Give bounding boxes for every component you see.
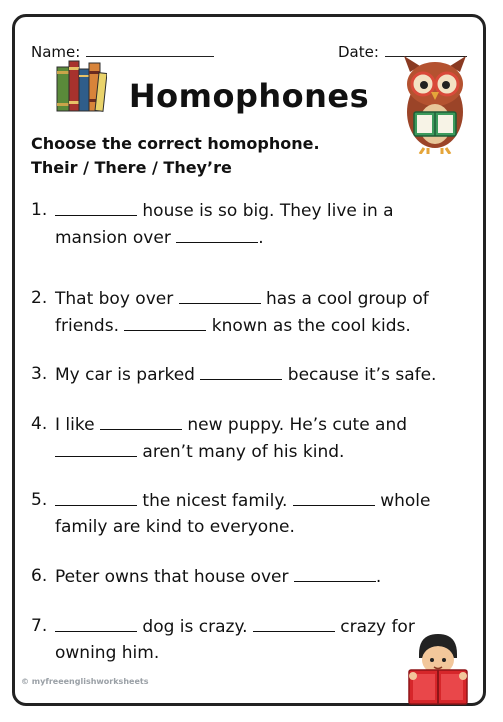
question-text bbox=[55, 563, 465, 590]
answer-blank[interactable] bbox=[294, 563, 376, 582]
question-segment: My car is parked bbox=[55, 365, 201, 385]
answer-blank[interactable] bbox=[179, 285, 261, 304]
question-segment: whole family are kind to everyone. bbox=[55, 491, 431, 537]
owl-reading-icon bbox=[400, 54, 470, 154]
name-blank[interactable] bbox=[86, 42, 214, 57]
page-title: Homophones bbox=[128, 77, 370, 115]
question-number: 4. bbox=[31, 414, 48, 434]
question-segment: has a cool group of friends. bbox=[55, 289, 429, 336]
answer-blank[interactable] bbox=[55, 487, 137, 506]
worksheet bbox=[12, 14, 486, 706]
answer-blank[interactable] bbox=[293, 487, 375, 506]
question-segment: . bbox=[258, 228, 264, 248]
question-segment: the nicest family. bbox=[137, 491, 293, 511]
question-segment: new puppy. He’s cute and bbox=[181, 415, 408, 435]
question-segment: house is so big. They live in a mansion over bbox=[55, 201, 394, 248]
question-text bbox=[55, 613, 465, 666]
question-segment: because it’s safe. bbox=[282, 365, 437, 385]
child-reading-icon bbox=[405, 632, 471, 706]
instruction-line: Choose the correct homophone. bbox=[31, 134, 320, 153]
question-number: 6. bbox=[31, 566, 48, 586]
question-segment: . bbox=[375, 567, 382, 587]
answer-blank[interactable] bbox=[100, 411, 182, 430]
instructions bbox=[31, 132, 320, 180]
answer-blank[interactable] bbox=[55, 613, 137, 632]
answer-blank[interactable] bbox=[124, 312, 206, 331]
footer-credit: © myfreeenglishworksheets bbox=[21, 677, 149, 686]
question-segment: known as the cool kids. bbox=[206, 316, 411, 336]
question-segment: crazy for owning him. bbox=[55, 617, 415, 663]
question-segment: That boy over bbox=[55, 289, 179, 309]
answer-blank[interactable] bbox=[55, 197, 137, 216]
date-label: Date: bbox=[338, 43, 379, 61]
homophone-options: Their / There / They’re bbox=[31, 158, 232, 177]
question-text bbox=[55, 361, 465, 388]
question-text bbox=[55, 197, 465, 251]
question-segment: dog is crazy. bbox=[137, 617, 253, 637]
question-number: 5. bbox=[31, 490, 48, 510]
question-number: 3. bbox=[31, 364, 48, 384]
question-segment: I like bbox=[55, 415, 100, 435]
name-label: Name: bbox=[31, 43, 81, 61]
question-number: 1. bbox=[31, 200, 48, 220]
answer-blank[interactable] bbox=[253, 613, 335, 632]
answer-blank[interactable] bbox=[176, 224, 258, 243]
question-text bbox=[55, 487, 465, 540]
answer-blank[interactable] bbox=[200, 361, 282, 380]
question-segment: Peter owns that house over bbox=[55, 567, 294, 587]
question-text bbox=[55, 411, 465, 465]
question-number: 7. bbox=[31, 616, 48, 636]
question-segment: aren’t many of his kind. bbox=[137, 442, 345, 462]
answer-blank[interactable] bbox=[55, 438, 137, 457]
question-number: 2. bbox=[31, 288, 48, 308]
question-text bbox=[55, 285, 465, 339]
